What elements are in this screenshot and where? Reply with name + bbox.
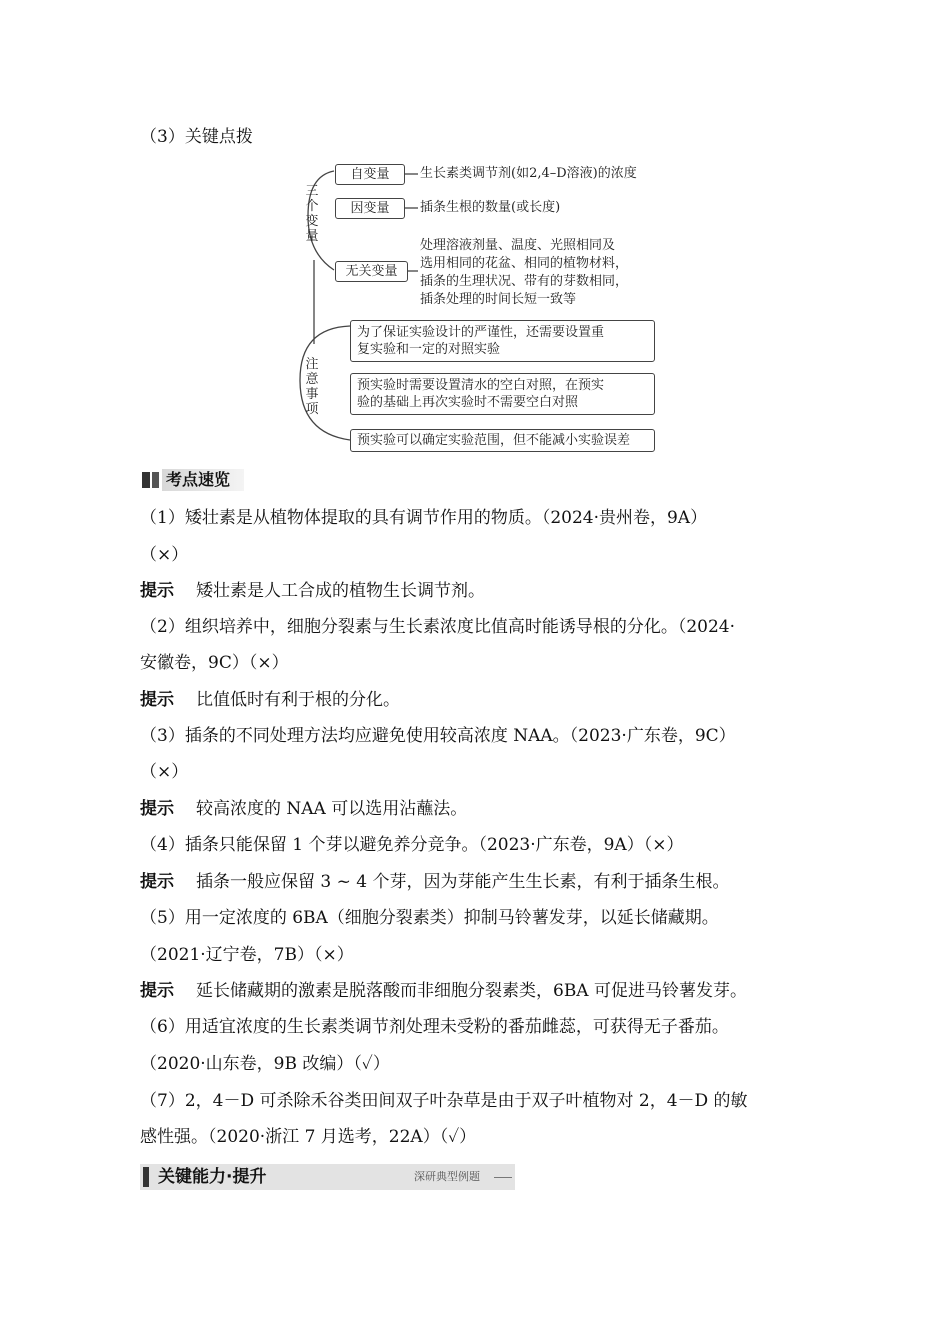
irrelevant-variable-text: 处理溶液剂量、温度、光照相同及 选用相同的花盆、相同的植物材料， 插条的生理状况、带有的芽数相同， 插条处理的时间长短一致等	[420, 238, 629, 307]
item-1-line-2: （×）	[140, 545, 189, 565]
item-2-line-1: （2）组织培养中，细胞分裂素与生长素浓度比值高时能诱导根的分化。（2024·	[140, 617, 735, 637]
key-ability-subtitle: 深研典型例题	[414, 1170, 480, 1183]
item-1-line-1: （1）矮壮素是从植物体提取的具有调节作用的物质。（2024·贵州卷，9A）	[140, 508, 708, 528]
note-box-pre-experiment: 预实验可以确定实验范围，但不能减小实验误差	[350, 429, 655, 452]
independent-variable-box: 自变量	[335, 164, 405, 185]
item-7-line-1: （7）2，4－D 可杀除禾谷类田间双子叶杂草是由于双子叶植物对 2，4－D 的敏	[140, 1091, 748, 1111]
tip-label: 提示	[140, 581, 174, 601]
item-4-line-1: （4）插条只能保留 1 个芽以避免养分竞争。（2023·广东卷，9A）（×）	[140, 835, 684, 855]
item-3-line-2: （×）	[140, 762, 189, 782]
item-6-line-2: （2020·山东卷，9B 改编）（✓）	[140, 1054, 390, 1074]
item-4-tip: 提示 插条一般应保留 3 ~ 4 个芽，因为芽能产生生长素，有利于插条生根。	[140, 872, 730, 892]
kaodian-banner	[140, 469, 244, 491]
item-3-tip: 提示 较高浓度的 NAA 可以选用沾蘸法。	[140, 799, 468, 819]
item-2-tip: 提示 比值低时有利于根的分化。	[140, 690, 400, 710]
tip-label: 提示	[140, 799, 174, 819]
key-ability-title: 关键能力·提升	[158, 1167, 267, 1187]
irrelevant-variable-box: 无关变量	[335, 261, 408, 282]
item-1-tip: 提示 矮壮素是人工合成的植物生长调节剂。	[140, 581, 485, 601]
dependent-variable-text: 插条生根的数量(或长度)	[420, 200, 561, 215]
group-label-variables: 三 个 变 量	[305, 184, 319, 244]
item-6-line-1: （6）用适宜浓度的生长素类调节剂处理未受粉的番茄雌蕊，可获得无子番茄。	[140, 1017, 729, 1037]
banner-rule	[494, 1177, 512, 1178]
banner-bar-icon	[143, 1167, 149, 1187]
key-ability-banner	[140, 1164, 515, 1190]
note-box-blank-control: 预实验时需要设置清水的空白对照，在预实 验的基础上再次实验时不需要空白对照	[350, 373, 655, 415]
item-5-line-1: （5）用一定浓度的 6BA（细胞分裂素类）抑制马铃薯发芽，以延长储藏期。	[140, 908, 719, 928]
item-3-line-1: （3）插条的不同处理方法均应避免使用较高浓度 NAA。（2023·广东卷，9C）	[140, 726, 736, 746]
dependent-variable-box: 因变量	[335, 198, 405, 219]
tip-label: 提示	[140, 690, 174, 710]
section-heading: （3）关键点拨	[140, 127, 253, 147]
tip-label: 提示	[140, 872, 174, 892]
banner-marker-icon	[140, 469, 162, 491]
key-points-diagram	[290, 158, 670, 458]
tip-label: 提示	[140, 981, 174, 1001]
item-5-tip: 提示 延长储藏期的激素是脱落酸而非细胞分裂素类，6BA 可促进马铃薯发芽。	[140, 981, 747, 1001]
note-box-repeat-experiment: 为了保证实验设计的严谨性，还需要设置重 复实验和一定的对照实验	[350, 320, 655, 362]
item-2-line-2: 安徽卷，9C）（×）	[140, 653, 289, 673]
kaodian-banner-title: 考点速览	[166, 470, 231, 489]
item-5-line-2: （2021·辽宁卷，7B）（×）	[140, 945, 354, 965]
item-7-line-2: 感性强。（2020·浙江 7 月选考，22A）（✓）	[140, 1127, 477, 1147]
independent-variable-text: 生长素类调节剂(如2,4–D溶液)的浓度	[420, 166, 637, 181]
group-label-notes: 注 意 事 项	[305, 357, 319, 417]
